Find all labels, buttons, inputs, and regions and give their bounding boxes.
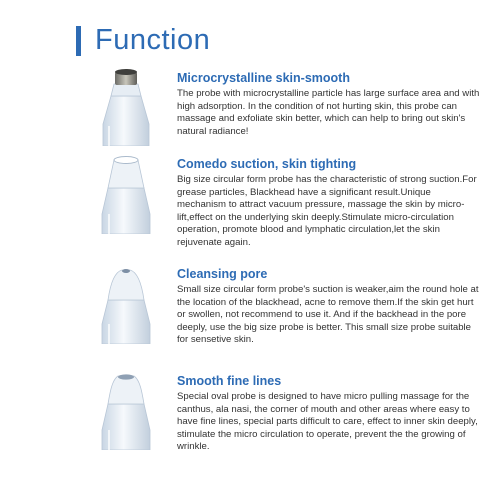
section-title: Smooth fine lines — [177, 374, 282, 388]
section-title: Microcrystalline skin-smooth — [177, 71, 350, 85]
section-body: Special oval probe is designed to have micro pulling massage for the canthus, ala nasi, the corner of mouth and other areas where easy to have fine lines, special parts difficult to care, effect to inner skin deeply, stimulate the micro circulation to operate, prevent the the growing of wrinkle. — [177, 391, 478, 453]
section-cleansing-pore — [177, 267, 482, 347]
microcrystalline-probe-icon — [94, 64, 158, 146]
section-body: Small size circular form probe's suction is weaker,aim the round hole at the location of the blackhead, acne to remove them.If the skin get hurt or swollen, not recommend to use it. And if the backhead in the pore deeply, use the big size probe is better. This small size probe suitable for sensetive skin. — [177, 284, 479, 346]
page-title: Function — [95, 24, 211, 56]
section-comedo-suction — [177, 157, 482, 250]
section-microcrystalline — [177, 71, 482, 138]
header-accent-bar — [76, 26, 81, 56]
section-title: Comedo suction, skin tighting — [177, 157, 357, 171]
small-hole-probe-icon — [94, 262, 158, 344]
oval-hole-probe-icon — [94, 368, 158, 450]
page-header — [76, 24, 210, 57]
section-title: Cleansing pore — [177, 267, 268, 281]
section-body: Big size circular form probe has the characteristic of strong suction.For grease particles, Blackhead have a significant result.Unique mechanism to attract vacuum pressure, massage the skin by micro-lift,effect on the underlying skin deeply.Stimulate micro-circulation operation, promote blood and lymphatic circulation,let the skin rejuvenate again. — [177, 174, 477, 248]
section-body: The probe with microcrystalline particle has large surface area and with high adsorption. In the condition of not hurting skin, this probe can massage and exfoliate skin better, which can help to bring out skin's natural radiance! — [177, 88, 480, 137]
section-smooth-fine-lines — [177, 374, 482, 454]
big-hole-probe-icon — [94, 152, 158, 234]
